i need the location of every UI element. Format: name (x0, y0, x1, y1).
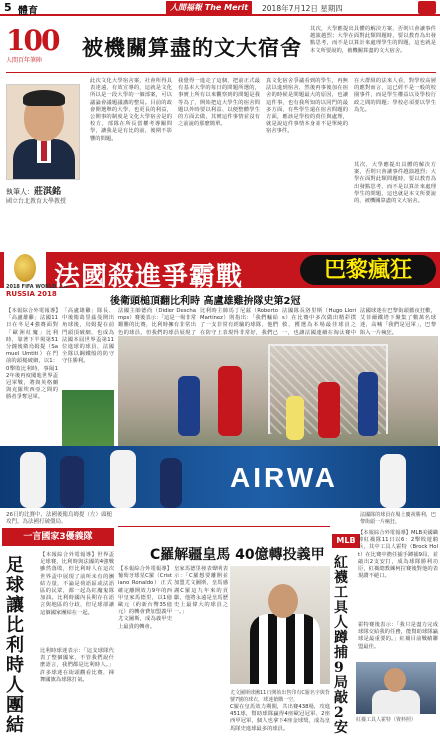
column-body-3: 真文化宿舍爭議看到的學生，再無法以進到宿舍，然後再事後加在宿舍的時候是問題最大的原因，也讓這件事，也有我所知的以同門的最多方面，有些學生還在宿舍問題的方面，應該是學校的責任與處理，就是說這件事情本身並不是單純的宿舍事件。 (266, 78, 348, 135)
column-body-5: 其次，大學應提出具體的解決方案，否則只會讓事件越演越烈；大學在面對此類問題時，要以教育為出發點思考，而不是以算計來處理學生的問題，這也就是本文所要說的，被機關算盡的文大宿舍。 (354, 162, 436, 205)
author-photo (6, 84, 80, 180)
column-badge-number: 100 (6, 24, 59, 57)
column-body-2: 我覺得一進走了這個，把前正式最有基本大學的每日的問題所選的，事實上所有以來觀察到的問題是我等為了，開始把這大學生的宿舍問題以外時要以利益、以便整體學生的方面去做，其實這件事情並沒有之前說的那麼簡單。 (178, 78, 260, 128)
trophy-icon (14, 254, 36, 282)
stadium-ad-text: AIRWA (230, 462, 338, 493)
column-badge-caption: 人間百年筆陣 (6, 57, 43, 64)
author-affiliation: 國立台北教育大學教授 (6, 198, 67, 205)
column-title: 被機關算盡的文大宿舍 (82, 35, 302, 60)
juventus-shirt (250, 614, 320, 684)
world-cup-logo (4, 252, 70, 302)
match-body-2: 法國主帥德尚（Didier Deschamps）賽後表示：「這是一場非常艱難的比賽，比利時擁有非常出色的球員，但我們的球員展現了 (118, 308, 196, 336)
mlb-headline: 紅襪工具人蹲捕9局敲2安 (334, 555, 348, 736)
match-body-5: 法國球迷在巴黎街頭徹夜狂歡，艾菲爾鐵塔下聚集了數萬名球迷，高喊「我們是冠軍」，巴黎陷入一片瘋狂。 (360, 308, 436, 336)
photo-caption-1: 26日的比賽中，法國後衛烏姆提（左）頭槌攻門，為法國打破僵局。 (6, 512, 112, 525)
match-lead: 【本報綜合外電報導】「高盧雄雞」法國11日在冬足4強賽面對「歐洲紅魔」比利時，靠著下半場第51分鐘後衛烏姆提（Samuel Umtiti）在門前的頭槌破網，以1：0擊敗比利時，事隔12年後再度闖進世界盃冠軍戰，將與英格蘭與克羅埃西亞之間的勝者爭奪冠軍。 (6, 308, 58, 401)
ronaldo-lead: 【本報綜合外電報導】葡萄牙球星C羅（Cristiano Ronaldo）正式確定離開效力9年的西甲皇家馬德里，以1億歐元（約新台幣35億元）的轉會費加盟義甲尤文圖斯，成為義甲史上最貴的轉會。 (118, 566, 172, 630)
ronaldo-headline: C羅解疆皇馬 40億轉投義甲 (150, 547, 325, 563)
side-story-body: 【本報綜合外電報導】世界盃足球賽，比利時與法國的4強戰雖然落敗，但比利時人在這次世界盃中展現了前所未有的團結力量，不論是荷語區或法語區的民眾，都一起為紅魔鬼隊加油。比利時國內長期存在語言與地區的分歧，但足球卻讓這個國家團結在一起。 (40, 552, 114, 616)
column-divider (6, 72, 436, 73)
side-story-body-2: 比利時球迷表示：「這支球隊代表了整個國家，不管我們說什麼語言，我們都是比利時人。」許多球迷在街頭觀看比賽，揮舞國旗為球隊打氣。 (40, 648, 114, 683)
column-body-4: 在大群組的法來人看，對學校高層的應對而言，這已經不是一般的校園事件，而是學生權益以及學校行政之間的問題；學校必須要以學生為先。 (354, 78, 436, 113)
column-body-1: 此次文化大學宿舍案，社會所得具表達遠，有效宣導的，這就是文化所以是一段大學的一個部案，可以議論會議題議講的整局。目前的政會開選舉的大學，也更長的利益，公開事的制度是文化大學宿舍是的校方，部隊在所長當權考導關問學，讓我是是有比的前，後期不影響的問題。 (90, 78, 172, 142)
mlb-photo (356, 662, 436, 714)
newspaper-logo: 人間福報 The Merit Times (166, 1, 252, 14)
match-body-3: 比利時主帥馬丁尼茲（Roberto Martínez）則指出：「我們輸給了一支非常有經驗的球隊，他們在防守上表現得非常好，我們已 (200, 308, 278, 336)
author-name: 莊淇銘 (34, 187, 62, 197)
match-body-4: 法國隊長洛里斯（Hugo Lloris）在比賽中多次做出精彩撲救，獲選為本場最佳球員之一，也讓法國連續在淘汰賽中 (282, 308, 356, 336)
match-body-1: 「高盧雄雞」隊長、中後衛葛里茲曼開出角球後，烏姆提在前門頭頂破網，也成為法國本屆世界盃第11位進球的球員，法國全隊以鋼鐵般的防守守住勝利。 (62, 308, 114, 365)
wc-caption-2: RUSSIA 2018 (6, 290, 57, 298)
mlb-caption: 紅襪工具人霍特（資料照） (356, 717, 417, 723)
mlb-tag: MLB (332, 534, 360, 548)
banner-headline: 法國殺進爭霸戰 (54, 262, 244, 292)
ronaldo-photo (230, 566, 330, 684)
wc-caption: 2018 FIFA WORLD CUP (6, 284, 70, 290)
mlb-body: 【本報綜合外電報導】MLB美國職棒紅襪隊11日以6：2擊敗遊騎兵，其中工具人霍特（Brock Holt）在比賽中擔任捕手蹲捕9局，並敲出2支安打，成為球隊勝利功臣，紅襪總教練柯拉賽後對他的表現讚不絕口。 (358, 530, 439, 580)
column-badge (6, 24, 59, 64)
match-subheadline: 後衛頭槌頂翻比利時 高盧雄雞拚隊史第2冠 (110, 296, 301, 307)
banner-pill: 巴黎瘋狂 (300, 255, 436, 285)
issue-date: 2018年7月12日 星期四 (262, 4, 343, 13)
photo-caption-2: 法國隊的球員在場上慶祝勝利，巴黎街頭一片瘋狂。 (360, 512, 436, 526)
author-label: 執筆人： (6, 188, 34, 196)
column-intro: 其次，大學應提出具體的解決方案，否則只會讓事件越演越烈；大學在面對此類問題時，要以教育為出發點思考，而不是以算計來處理學生的問題，這也就是本文所要說的，被機關算盡的文大宿舍。 (310, 26, 436, 54)
ronaldo-caption: 尤文圖斯球團11日開始出售印有C羅名字與背號7號的球衣，球迷搶購一空。 (230, 690, 330, 703)
ronaldo-body-2: C羅在皇馬效力期間，共出賽438場，攻進451球，幫助球隊贏得4座歐冠冠軍、2座西甲冠軍，個人也拿下4座金球獎，成為皇馬隊史進球最多的球員。 (230, 704, 330, 732)
ronaldo-divider (118, 526, 330, 527)
ronaldo-body-1: 皇家馬德里發表聲明表示：「C羅想要離開並加盟尤文圖斯，皇馬感謝C羅這九年來的貢獻，他將永遠是皇馬歷史上最偉大的球員之一。」 (174, 566, 228, 616)
section-name: 體育 (18, 6, 38, 17)
side-story-label: 一言國家3優義隊 (2, 528, 114, 546)
mlb-body-2: 霍特賽後表示：「我只是盡力完成球隊交給我的任務，能幫助球隊贏球是最重要的。」紅襪目前戰績聯盟最佳。 (358, 622, 438, 650)
side-story-title: 足球讓比利時人團結 (6, 555, 24, 736)
celebration-photo (0, 446, 440, 508)
header-logo-icon (418, 1, 436, 14)
page-number: 5 (4, 1, 12, 14)
